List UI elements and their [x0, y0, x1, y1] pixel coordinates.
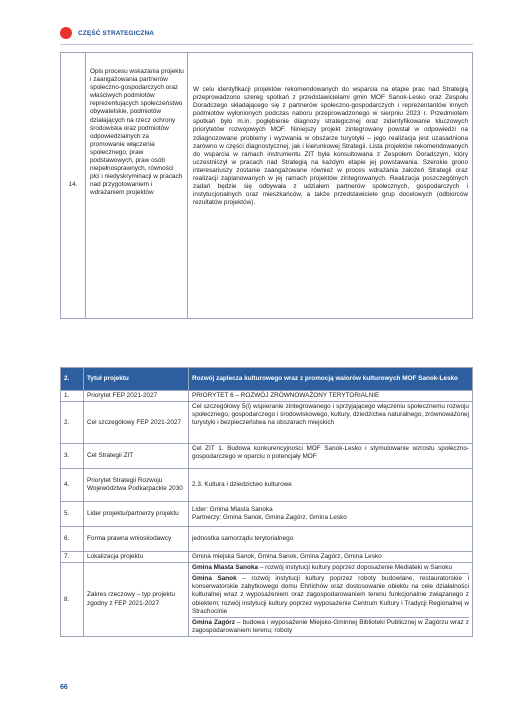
row-label: Lider projektu/partnerzy projektu: [84, 502, 189, 527]
page-number: 66: [60, 684, 68, 691]
row-number: 8.: [61, 563, 84, 637]
partners-line: Partnerzy: Gmina Sanok, Gmina Zagórz, Gmina Lesko: [192, 514, 347, 522]
row-number: 1.: [61, 391, 84, 402]
table-row: [61, 402, 473, 444]
leader-line: Lider: Gmina Miasta Sanoka: [192, 506, 273, 513]
scope-description: – rozwój instytucji kultury poprzez doposażenie Mediateki w Sanoku: [258, 564, 453, 572]
scope-item: [192, 574, 469, 617]
row-number: 5.: [61, 502, 84, 527]
row-number: 4.: [61, 469, 84, 502]
row-value: 2.3. Kultura i dziedzictwo kulturowe: [189, 469, 473, 502]
row-number: 6.: [61, 527, 84, 552]
row-number: 7.: [61, 552, 84, 563]
row-value: [189, 502, 473, 527]
table-row: [61, 563, 473, 637]
participation-table: [60, 52, 473, 319]
red-circle-icon: [60, 27, 72, 39]
scope-description: – rozwój instytucji kultury poprzez roboty budowlane, restauratorskie i konserwatorskie zabytkowego domu Ehrlichów oraz dostosowanie obiektu na cele działalności kulturalnej wraz z wyposażeniem oraz zagospodarowaniem terenu funkcjonalnie związanego z obiektem; rozwój instytucji kultury poprzez wyposażenie Centrum Kultury i Tradycji Regionalnej w Strachocinie: [192, 575, 469, 615]
row-value: jednostka samorządu terytorialnego: [189, 527, 473, 552]
section-title: CZĘŚĆ STRATEGICZNA: [78, 29, 155, 37]
row-value: Gmina miejska Sanok, Gmina Sanok, Gmina Zagórz, Gmina Lesko: [189, 552, 473, 563]
header-divider: [60, 44, 473, 45]
row-label: Priorytet FEP 2021-2027: [84, 391, 189, 402]
scope-item: [192, 618, 469, 636]
scope-entity: Gmina Miasta Sanoka: [192, 564, 259, 572]
scope-entity: Gmina Sanok: [192, 575, 237, 583]
row-number: 14.: [61, 53, 86, 319]
row-label: Lokalizacja projektu: [84, 552, 189, 563]
table-row: [61, 552, 473, 563]
row-value: PRIORYTET 6 – ROZWÓJ ZRÓWNOWAŻONY TERYTORIALNIE: [189, 391, 473, 402]
row-value: Cel ZIT 1. Budowa konkurencyjności MOF Sanok-Lesko i stymulowanie wzrostu społeczno-gospodarczego w oparciu o potencjały MOF: [189, 444, 473, 469]
table-row: [61, 444, 473, 469]
row-label: Forma prawna wnioskodawcy: [84, 527, 189, 552]
project-table: [60, 367, 473, 637]
header-value: Rozwój zaplecza kulturowego wraz z promocją walorów kulturowych MOF Sanok-Lesko: [189, 368, 473, 391]
row-number: 2.: [61, 402, 84, 444]
scope-entity: Gmina Zagórz: [192, 618, 235, 626]
header-label: Tytuł projektu: [84, 368, 189, 391]
table-row: [61, 391, 473, 402]
table-row: [61, 502, 473, 527]
table-row: [61, 469, 473, 502]
header-number: 2.: [61, 368, 84, 391]
row-label: Priorytet Strategii Rozwoju Województwa Podkarpackie 2030: [84, 469, 189, 502]
row-label: Zakres rzeczowy – typ projektu zgodny z FEP 2021-2027: [84, 563, 189, 637]
row-label: Cel szczegółowy FEP 2021-2027: [84, 402, 189, 444]
table-header-row: [61, 368, 473, 391]
row-label: Cel Strategii ZIT: [84, 444, 189, 469]
row-number: 3.: [61, 444, 84, 469]
description-cell: W celu identyfikacji projektów rekomendowanych do wsparcia na etapie prac nad Strategią przeprowadzono szereg spotkań z przedstawicielami gmin MOF Sanok-Lesko oraz Zespołu Doradczego składającego się z partnerów społeczno-gospodarczych i reprezentantów innych podmiotów wyłonionych podczas naboru przeprowadzonego w sierpniu 2023 r. Przedmiotem spotkań było m.in. pogłębienie diagnozy strategicznej oraz zidentyfikowanie kluczowych priorytetów rozwojowych MOF. Niniejszy projekt zintegrowany powstał w odpowiedzi na zdiagnozowane problemy i wyzwania w obszarze turystyki – jego realizacja jest uzasadniona zarówno w części diagnostycznej, jak i kierunkowej Strategii. Lista projektów rekomendowanych do wsparcia w ramach instrumentu ZIT była konsultowana z Zespołem Doradczym, który uczestniczył w pracach nad Strategią na każdym etapie jej powstawania. Szerokie grono interesariuszy zostanie zaangażowane również w proces wdrażania założeń Strategii oraz realizacji zaplanowanych w jej ramach projektów zintegrowanych. Realizacja poszczególnych zadań będzie się odbywała z udziałem partnerów społecznych, gospodarczych i instytucjonalnych oraz mieszkańców, a także przedstawiciele grup docelowych (odbiorców rezultatów projektów).: [188, 53, 473, 319]
table-row: [61, 53, 473, 319]
section-header: [60, 26, 154, 40]
criterion-cell: Opis procesu wskazania projektu i zaangażowania partnerów społeczno-gospodarczych oraz właściwych podmiotów reprezentujących społeczeństwo obywatelskie, podmiotów działających na rzecz ochrony środowiska oraz podmiotów odpowiedzialnych za promowanie włączenia społecznego, praw podstawowych, praw osób niepełnosprawnych, równości płci i niedyskryminacji w pracach nad przygotowaniem i wdrażaniem projektów: [86, 53, 188, 319]
row-value: [189, 563, 473, 637]
table-row: [61, 527, 473, 552]
scope-item: [192, 563, 469, 574]
row-value: Cel szczegółowy 5(i) wspieranie zintegrowanego i sprzyjającego włączeniu społecznemu rozwoju społecznego, gospodarczego i środowiskowego, kultury, dziedzictwa naturalnego, zrównoważonej turystyki i bezpieczeństwa na obszarach miejskich: [189, 402, 473, 444]
scope-description: – budowa i wyposażenie Miejsko-Gminnej Biblioteki Publicznej w Zagórzu wraz z zagospodarowaniem terenu; roboty: [192, 618, 469, 634]
